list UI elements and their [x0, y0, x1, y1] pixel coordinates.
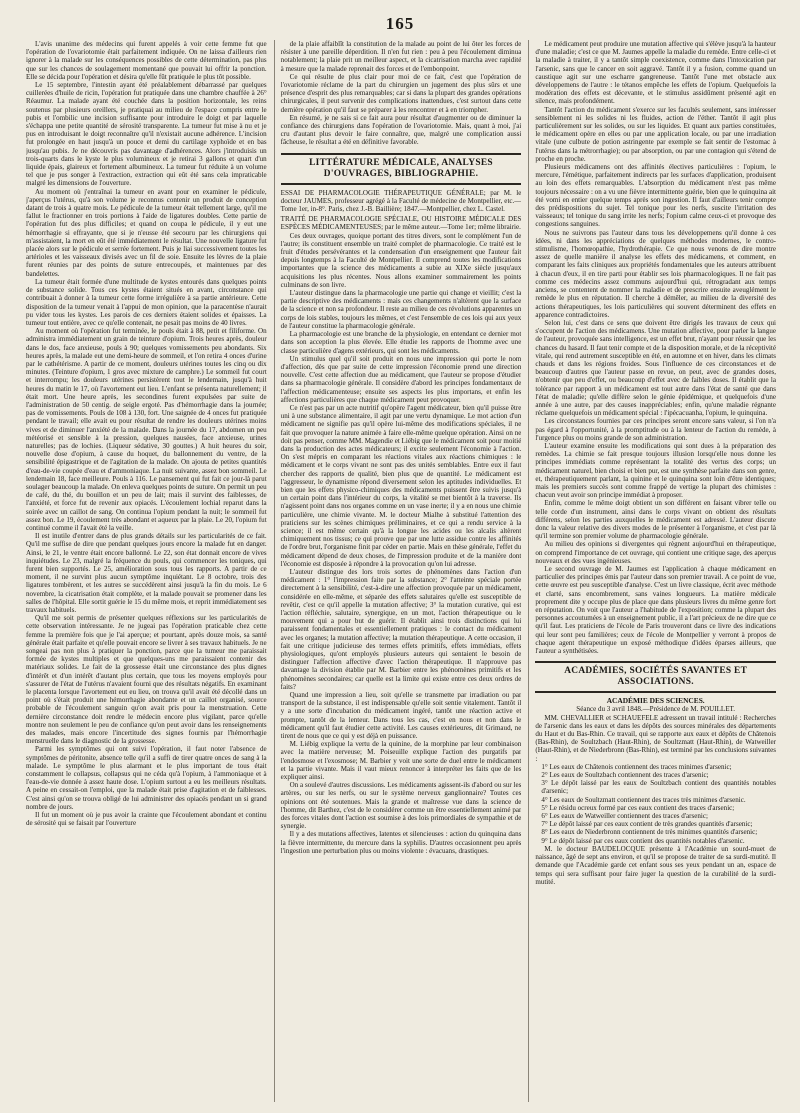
paragraph: On a soulevé d'autres discussions. Les médicaments agissent-ils d'abord ou sur les artères, ou sur les nerfs, ou sur le système nerveux ganglionnaire? Toutes ces opinions ont été soutenues. Mais la grande et maîtresse vue dans la science de l'homme, dit Barthez, c'est de le considérer comme un être essentiellement animé par des forces vitales dont l'action est soumise à des lois primordiales de sympathie et de synergie. [280, 781, 522, 831]
section-title-academies: ACADÉMIES, SOCIÉTÉS SAVANTES ET ASSOCIATIONS. [535, 661, 776, 693]
list-item: 1° Les eaux de Châtenois contiennent des traces minimes d'arsenic; [541, 762, 732, 771]
paragraph: Au moment où j'entraînai la tumeur en avant pour en examiner le pédicule, j'aperçus l'utérus, qu'à son volume je reconnus contenir un produit de conception datant de trois à quatre mois. Le pédicule de la tumeur était tellement large, qu'il me fallut le fractionner en trois portions à l'aide de ligatures doubles. Cette partie de l'opération fut des plus difficiles; et quand on coupa le pédicule, il y eut une hémorrhagie si effrayante, que si je n'eusse été secouru par les chirurgiens qui m'assistaient, la mort en eût été immédiatement le résultat. Une nouvelle ligature fut placée alors sur le pédicule et serrée fortement. Puis je liai successivement toutes les artérioles et les vaisseaux divisés avec un fil de soie. Ensuite les lèvres de la plaie furent réunies par des points de suture entrecoupés, et maintenues par des bandelettes. [26, 187, 267, 278]
list-item: 4° Les eaux de Soultzmatt contiennent des traces très minimes d'arsenic. [541, 795, 746, 804]
closing-paragraph: M. le docteur BAUDELOCQUE présente à l'Académie un sourd-muet de naissance, âgé de sept ans environ, et qu'il se propose de traiter de sa surdi-mutité. Il demande que l'Académie garde cet enfant sous ses yeux pendant un an, espace de temps qui sera suffisant pour faire juger la question de la curabilité de la surdi-mutité. [535, 844, 777, 886]
paragraph: Qu'il me soit permis de présenter quelques réflexions sur les particularités de cette observation intéressante. Je ne jugeai pas l'opération praticable chez cette femme la première fois que je l'ai aperçue; et pourtant, après douze mois, sa santé générale était parfaite et qu'elle pouvait encore se livrer à ses travaux habituels. Je ne songeai pas non plus à pratiquer la ponction, parce que la tumeur me paraissait formée de kystes multiples et que quelques-uns me paraissaient contenir des matériaux solides. Le fait de la grossesse était une circonstance des plus dignes d'intérêt et d'un intérêt d'autant plus certain, que tous les moyens employés pour s'assurer de l'état de l'utérus n'avaient fourni que des résultats négatifs. En examinant le placenta lorsque l'avortement eut eu lieu, on trouva qu'il avait été décollé dans un point où s'était produit une hémorrhagie abondante et un caillot organisé, source probable de l'écoulement sanguin qu'on avait pris pour la menstruation. Cette dernière circonstance doit rendre le médecin encore plus vigilant, parce qu'elle montre non seulement le peu de confiance qu'on peut avoir dans les renseignements des malades, mais encore l'incertitude des signes fournis par l'hémorrhagie menstruelle dans le diagnostic de la grossesse. [26, 614, 267, 746]
case-report-conclusion [281, 40, 522, 147]
paragraph: Le 15 septembre, l'intestin ayant été préalablement débarrassé par quelques cuillerées d'huile de ricin, l'opération fut pratiquée dans une chambre chauffée à 26° Réaumur. La malade ayant été couchée dans la position horizontale, les reins soutenus par plusieurs oreillers, je pratiquai au milieu de l'espace compris entre le pubis et l'ombilic une incision suffisante pour introduire le doigt et par laquelle s'échappa une petite quantité de sérosité transparente. La tumeur fut mise à nu et je pus en introduisant le doigt reconnaître qu'il n'existait aucune adhérence. L'incision fut prolongée en haut jusqu'à un pouce et demi du cartilage xyphoïde et en bas jusqu'au pubis. Je ne découvris pas davantage d'adhérences. Alors j'introduisis un trois-quarts dans le kyste le plus volumineux et je retirai 3 gallons et quart d'un liquide épais, glaireux et fortement albumineux. La tumeur fut réduite à un volume tel que je pus songer à l'extraction, extraction qui eût été sans cela impraticable malgré les dimensions de l'ouverture. [26, 81, 267, 188]
section-title-literature: LITTÉRATURE MÉDICALE, ANALYSES D'OUVRAGES, BIBLIOGRAPHIE. [281, 153, 522, 185]
paragraph: L'auteur distingue dans la pharmacologie une partie qui change et vieillit; c'est la partie descriptive des médicaments : mais ces changements n'altèrent que la surface de la science et non sa profondeur. Il reste au milieu de ces révolutions apparentes un corps de lois stables, toujours les mêmes, et c'est l'ensemble de ces lois qui aux yeux de l'auteur constitue la pharmacologie générale. [280, 289, 522, 330]
paragraph: Ce n'est pas par un acte nutritif qu'opère l'agent médicateur, bien qu'il puisse être uni à une substance alimentaire, il agit par une vertu dynamique. Le mot action d'un médicament ne signifie pas qu'il opère lui-même des modifications spéciales, il ne fait que provoquer la nature animée à faire elle-même quelque opération. Ainsi on ne doit pas penser, comme MM. Magendie et Liébig que le médicament soit pour moitié dans la production des actes médicateurs; il excite seulement l'économie à l'action. On s'est mépris en comparant les réactions vitales aux réactions chimiques : le médicament et le corps vivant ne sont pas des unités semblables. Entre eux il faut chercher des rapports de qualité, bien plus que de quantité. Le médicament est l'aggresseur, le dynamisme répond diversement selon les aptitudes individuelles. Et bien que les effets physico-chimiques des médicaments puissent être suivis jusqu'à un certain point dans l'intérieur du corps, la vitalité se met bientôt à la traverse. Ils n'agissent point dans nos organes comme en un vase inerte; il y a en nous une chimie particulière, une chimie vivante. M. le docteur Mialhe à substitué l'attention des praticiens sur les scènes chimiques préliminaires, et ce qui a rendu service à la science; il est même certain qu'à la longue les acides ou les alcalis altèrent chimiquement nos tissus; ce qui prouve que par une lutte assidue contre les affinités de l'ordre brut, l'organisme finit par céder en partie. Mais en thèse générale, l'effet du médicament dépend de deux choses, de l'impression produite et de la manière dont l'économie est disposée à répondre à la provocation qu'on lui adresse. [280, 403, 522, 568]
list-item: 9° Le dépôt laissé par ces eaux contient des quantités notables d'arsenic. [541, 836, 745, 845]
column-2 [274, 40, 522, 1102]
paragraph: MM. CHEVALLIER et SCHAUEFELE adressent un travail intitulé : Recherches de l'arsenic dans les eaux et dans les dépôts des sources minérales des départements du Haut et du Bas-Rhin. Ce travail, qui se rapporte aux eaux et dépôts de Châtenois (Bas-Rhin), de Soultzbach (Haut-Rhin), de Soultzmatt (Haut-Rhin), de Watweiller (Haut-Rhin), et de Niederbronn (Bas-Rhin), est terminé par les conclusions suivantes : [535, 713, 777, 763]
paragraph: L'auteur examine ensuite les modifications qui sont dues à la préparation des remèdes. La chimie se fait presque toujours illusion lorsqu'elle nous donne les principes immédiats comme représentant la totalité des vertus des corps; un médicament naturel, bien choisi et bien pur, est une synthèse parfaite dans son genre, et, thérapeutiquement parlant, la quinine et le quinquina sont loin d'être identiques; mais les premiers succès sont comme frappé de vertige la plupart des chimistes : chacun veut avoir son principe immédiat à proposer. [535, 441, 777, 500]
session-line: Séance du 3 avril 1848.—Présidence de M. POUILLET. [576, 705, 736, 714]
paragraph: Il est inutile d'entrer dans de plus grands détails sur les particularités de ce fait. Qu'il me suffise de dire que pendant quelques jours encore la malade fut en danger. Ainsi, le 21, le ventre était encore ballonné. Le 22, son état donnait encore de vives inquiétudes. Le 23, malgré la fréquence du pouls, qui commencer les toniques, qui furent bien supportés. Le 25, amélioration sous tous les rapports. A partir de ce moment, il ne survint plus aucun symptôme inquiétant. Le 8 octobre, trois des ligatures tombèrent, et les autres se succédèrent ainsi jusqu'à la fin du mois. Le 6 novembre, la cicatrisation était complète, et la malade pouvait se promener dans les salles de l'hôpital. Elle sortit guérie le 15 du même mois, et reprit immédiatement ses travaux habituels. [26, 532, 267, 615]
columns [26, 40, 776, 1102]
paragraph: Il fut un moment où je pus avoir la crainte que l'écoulement abondant et continu de sérosité qui se faisait par l'ouverture [26, 811, 267, 828]
paragraph: Quand une impression a lieu, soit qu'elle se transmette par irradiation ou par transport de la substance, il est indispensable qu'elle soit sentie vitalement. Tantôt il y a une sorte d'incubation du médicament ingéré, tantôt une réaction active et prompte, tantôt de la lenteur. Dans tous les cas, c'est en nous et non dans le médicament qu'il faut étudier cette activité. Les causes extérieures, dit Grimaud, ne tirent de nous que ce qui y est déjà en puissance. [280, 691, 522, 741]
reviewed-works [281, 189, 522, 232]
paragraph: Tantôt l'action du médicament s'exerce sur les facultés seulement, sans intéresser sensiblement ni les solides ni les fluides, action de l'éther. Tantôt il agit plus particulièrement sur les solides, ou sur les liquides. Et quant aux parties constituées, le médicament opère en elles ou par une application locale, ou par une irradiation vitale (une culbute de potion astringente par exemple se fait sentir de l'estomac à l'utérus dans la métrorrhagie); ou par absorption, ou par une contagion qui s'étend de proche en proche. [535, 105, 777, 163]
paragraph: L'avis unanime des médecins qui furent appelés à voir cette femme fut que l'opération de l'ovariotomie était parfaitement indiquée. On ne laissa d'ailleurs rien ignorer à la malade sur les conséquences possibles de cette détermination, pas plus que sur les chances de soulagement momentané que pouvait lui offrir la ponction. Elle se décida pour l'opération et désira qu'elle fût pratiquée le plus tôt possible. [26, 40, 267, 81]
paragraph: M. Liébig explique la vertu de la quinine, de la morphine par leur combinaison avec la matière nerveuse; M. Poiseuille explique l'action des purgatifs par l'endosmose et l'exosmose; M. Barbier y voit une sorte de duel entre le médicament et la partie vivante. Mais il vaut mieux renoncer à interpréter les faits que de les expliquer ainsi. [280, 740, 522, 782]
column-1 [26, 40, 267, 1102]
list-item: 5° Le résidu ocreux formé par ces eaux contient des traces d'arsenic; [541, 803, 735, 812]
paragraph: Un stimulus quel qu'il soit produit en nous une impression qui porte le nom d'affection, dès que par suite de cette impression l'économie prend une direction nouvelle. C'est cette affection due au médicament, que l'auteur se propose d'étudier dans sa pharmacologie générale. Il considère d'abord les principes fondamentaux de l'affection médicamenteuse; ensuite ses aspects les plus importans, et enfin les affections particulières que chaque médicament peut provoquer. [280, 354, 522, 404]
page-number: 165 [385, 14, 415, 33]
paragraph: de la plaie affaiblît la constitution de la malade au point de lui ôter les forces de résister à une pareille déperdition. Il n'en fut rien : peu à peu l'écoulement diminua notablement; la plaie prit un meilleur aspect, et la cicatrisation marcha avec rapidité à mesure que la malade reprenait des forces et de l'embonpoint. [280, 40, 522, 73]
paragraph: Les circonstances fournies par ces principes seront encore sans valeur, si l'on n'a pas égard à l'opportunité, à la promptitude ou à la lenteur de l'action du remède, à l'urgence plus ou moins grande de son administration. [535, 417, 777, 442]
paragraph: Nous ne suivrons pas l'auteur dans tous les développemens qu'il donne à ces idées, ni dans les appréciations de quelques méthodes modernes, le contro-stimulisme, l'homœopathie, l'hydrothérapie. Ce que nous venons de dire montre assez de quelle manière il analyse les effets des médicamens, et comment, en comparant les faits cliniques aux propriétés fondamentales que les auteurs attribuent à chacun d'eux, il en tire parti pour établir ses lois pharmacologiques. Il ne fait pas comme ces médecins assez communs aujourd'hui qui, rétrogradant aux temps anciens, se contentent de nommer la maladie et de prescrire ensuite aveuglément le remède le plus en réputation. Il cherche à démêler, au milieu de la diversité des actions thérapeutiques, les lois particulières qui souvent déterminent des effets en apparence contradictoires. [535, 228, 777, 319]
paragraph: La tumeur était formée d'une multitude de kystes entourés dans quelques points de substance solide. Tous ces kystes étaient situés en avant, circonstance qui contribuait à donner à la tumeur cette forme irrégulière à sa partie antérieure. Cette disposition de la tumeur venait à l'appui de mon opinion, que la paracentèse n'aurait pu vider tous les kystes. Les parois de ces derniers étaient solides et épaisses. La tumeur tout entière, avec ce qu'elle contenait, ne pesait pas moins de 40 livres. [26, 277, 267, 327]
academy-report [535, 714, 776, 763]
academy-title: ACADÉMIE DES SCIENCES. [606, 696, 705, 706]
paragraph: Parmi les symptômes qui ont suivi l'opération, il faut noter l'absence de symptômes de péritonite, absence telle qu'il a suffi de tirer quatre onces de sang à la malade. Le symptôme le plus alarmant et le plus important de tous était constamment le collapsus, collapsus qui ne céda qu'à l'opium, à l'ammoniaque et à l'eau-de-vie donnée à assez haute dose. L'opium surtout a eu les meilleurs résultats. A peine en cessait-on l'emploi, que la malade était prise d'agitation et de faiblesses. C'est ainsi qu'on se trouva obligé de lui administrer des opiacés pendant un si grand nombre de jours. [26, 745, 267, 811]
paragraph: Ce qui résulte de plus clair pour moi de ce fait, c'est que l'opération de l'ovariotomie réclame de la part du chirurgien un jugement des plus sûrs et une présence d'esprit des plus remarquables; car si dans la plupart des grandes opérations chirurgicales, il peut survenir des complications inattendues, c'est surtout dans cette dernière opération qu'il faut se préparer à les rencontrer et à en triompher. [280, 72, 522, 114]
review-body [281, 232, 522, 855]
review-heading: ESSAI DE PHARMACOLOGIE THÉRAPEUTIQUE GÉNÉRALE; par M. le docteur JAUMES, professeur agrégé à la Faculté de médecine de Montpellier, etc.—Tome 1er, in-8°. Paris, chez J.-B. Baillière; 1847.—Montpellier, chez L. Castel. [280, 188, 522, 214]
review-heading: TRAITÉ DE PHARMACOLOGIE SPÉCIALE, OU HISTOIRE MÉDICALE DES ESPÈCES MÉDICAMENTEUSES; par le même auteur.—Tome 1er; même librairie. [280, 215, 522, 232]
list-item: 2° Les eaux de Soultzbach contiennent des traces d'arsenic; [541, 771, 709, 780]
list-item: 6° Les eaux de Watweiller contiennent des traces d'arsenic; [541, 812, 708, 821]
paragraph: Plusieurs médicamens ont des affinités électives particulières : l'opium, le mercure, l'émétique, parfaitement indirects par les surfaces d'application, produisent au loin des effets remarquables. L'absorption du médicament n'est pas même toujours nécessaire : on a vu une fièvre intermittente guérie, bien que le quinquina ait été vomi en entier quelque temps après son ingestion. Il faut d'ailleurs tenir compte des prédispositions du sujet. Tel tonique pour les nerfs, suscite l'irritation des vaisseaux; tel tonique du sang irrite les nerfs; l'opium calme ceux-ci et provoque des congestions sanguines. [535, 163, 777, 229]
paragraph: Le second ouvrage de M. Jaumes est l'application à chaque médicament en particulier des principes émis par l'auteur dans son premier travail. A ce point de vue, cette œuvre est peu susceptible d'analyse. C'est un livre classique, écrit avec méthode et clarté, sans encombrement, sans vaines longueurs. La matière médicale proprement dite y occupe plus de place que dans plusieurs livres du même genre fort en réputation. On voit que l'auteur a l'habitude de l'exposition; comme la plupart des personnes accoutumées à un enseignement public, il a l'art précieux de ne dire que ce qu'il faut. Les praticiens de l'école de Paris trouveront dans ce livre des indications qui leur sont peu familières; ceux de l'école de Montpellier y verront à propos de chaque agent thérapeutique un exposé méthodique d'idées éparses ailleurs, que l'auteur a synthétisées. [535, 565, 777, 656]
paragraph: Ces deux ouvrages, quoique portant des titres divers, sont le complément l'un de l'autre; ils constituent ensemble un traité complet de pharmacologie. Ce traité est le fruit d'études persévérantes et la condensation d'un enseignement que l'auteur fait depuis longtemps à la Faculté de Montpellier. Il comprend toutes les modifications importantes que la science des médicaments a subie au XIXe siècle jusqu'aux acquisitions les plus récentes. Nous allons examiner sommairement les points culminans de son livre. [280, 231, 522, 289]
paragraph: Au moment où l'opération fut terminée, le pouls était à 88, petit et filiforme. On administra immédiatement un grain de teinture d'opium. Trois heures après, douleur dans le dos, face anxieuse, pouls à 90; quelques vomissements peu abondants. Six heures après, la malade eut une demi-heure de sommeil, et l'on retira 4 onces d'urine par le cathétérisme. A partir de ce moment, douleurs utérines toutes les cinq ou dix minutes. (Teinture d'opium, 1 gros avec mixture de camphre.) Le sommeil fut court et interrompu; les douleurs utérines persistèrent tout le lendemain, jusqu'à huit heures du matin le 17, où l'avortement eut lieu. L'enfant se présenta naturellement; il était mort. Une heure après, les secondines furent expulsées par suite de l'administration de 50 centig. de seigle ergoté. Pas d'hémorrhagie dans la journée; pas de vomissements. Pouls de 108 à 130, fort. Une saignée de 4 onces fut pratiquée pendant le travail; elle avait eu pour résultat de rendre les douleurs utérines moins vives et de diminuer l'anxiété de la malade. Dans la journée du 17, abdomen un peu météorisé et sensible à la pression, quelques nausées, face anxieuse, urines naturelles; pas de lochies. (Liqueur sédative, 30 gouttes.) A huit heures du soir, nouvelle dose d'opium, à cause du hoquet, du ballonnement du ventre, de la sensibilité épigastrique et de l'agitation de la malade. On ajouta de petites quantités d'eau-de-vie coupée d'eau et d'ammoniaque. La nuit suivante, assez bon sommeil. Le lendemain 18, face meilleure. Pouls à 116. Le pansement qui fut fait ce jour-là parut soulager beaucoup la malade. On enleva quelques points de suture. On permit un peu de café, du thé, du bouillon et un peu de lait; mais il survint des faiblesses, de l'anxiété, et force fut de revenir aux opiacés. L'écoulement lochial reparut dans la soirée avec un caillot de sang. On continua l'opium pendant la nuit; le sommeil fut assez bon. Le 19, écoulement très abondant et aqueux par la plaie. Le 20, l'opium fut continué comme il l'avait été la veille. [26, 327, 267, 532]
paragraph: En résumé, je ne sais si ce fait aura pour résultat d'augmenter ou de diminuer la confiance des chirurgiens dans l'opération de l'ovariotomie. Mais, quant à moi, j'ai cru d'autant plus devoir le faire connaître, que, malgré une complication aussi fâcheuse, le résultat a été en définitive favorable. [280, 113, 522, 147]
paragraph: Au milieu des opinions si divergentes qui règnent aujourd'hui en thérapeutique, on comprend l'importance de cet ouvrage, qui contient une critique sage, des aperçus nouveaux et des vues ingénieuses. [535, 540, 777, 565]
review-continuation [535, 40, 776, 655]
list-item: 8° Les eaux de Niederbronn contiennent de très minimes quantités d'arsenic; [541, 828, 758, 837]
conclusions-list [535, 763, 776, 845]
paragraph: Enfin, comme le même doigt obtient un son différent en faisant vibrer telle ou telle corde d'un instrument, ainsi dans le corps vivant on obtient des résultats différens, selon les parties auxquelles le médicament est adressé. L'auteur discute donc la valeur relative des divers modes de le présenter à l'organisme, et c'est par là qu'il termine son premier volume de pharmacologie générale. [535, 499, 777, 541]
paragraph: L'auteur distingue des lors trois sortes de phénomènes dans l'action d'un médicament : 1° l'impression faite par la substance; 2° l'atteinte spéciale portée directement à la sensibilité, c'est-à-dire une affection provoquée par un médicament, considérée en elle-même, et séparée des effets salutaires qu'elle est susceptible de revêtir, c'est ce qu'il appelle la mutation affective; 3° la mutation curative, qui est l'action réfléchie, salutaire, synergique, en un mot, l'action thérapeutique ou le mouvement qui a pour but de guérir. Il établit ainsi trois distinctions qui lui paraissent fondamentales et essentiellement pratiques : le contact du médicament avec les organes; la mutation affective; la mutation thérapeutique. A cette occasion, il fait une critique judicieuse des termes effets primitifs, effets immédiats, effets physiologiques, qu'ont employés plusieurs auteurs qui sentaient le besoin de distinguer l'affection affective d'avec l'action thérapeutique. Il n'approuve pas davantage la division établie par M. Barbier entre les phénomènes primitifs et les phénomènes secondaires; car quelle est la limite qui existe entre ces deux ordres de faits? [280, 567, 522, 691]
paragraph: La pharmacologie est une branche de la physiologie, en entendant ce dernier mot dans son acception la plus élevée. Elle étudie les rapports de l'homme avec une classe particulière d'agens extérieurs, qui sont les médicaments. [280, 330, 522, 355]
list-item: 3° Le dépôt laissé par les eaux de Soultzbach contient des quantités notables d'arsenic; [541, 779, 777, 796]
paragraph: Selon lui, c'est dans ce sens que doivent être dirigés les travaux de ceux qui s'occupent de l'action des médicamens. Une mutation affective, pour parler la langue de l'auteur, provoquée sans intelligence, est un effet brut, n'ayant pour réussir que les chances du hasard. Il faut tenir compte et de la disposition morale, et de la réceptivité vitale, qui rend autrement susceptible en été, en automne et en hiver, dans les climats chauds et dans les régions froides. Sous l'influence de ces circonstances et de beaucoup d'autres que l'auteur passe en revue, on peut, avec de grandes doses, n'obtenir que peu d'effet, ou beaucoup d'effet avec de faibles doses. Il établit que la tolérance par rapport à un médicament est tout autre dans l'état de santé que dans l'état de maladie; qu'elle diffère selon le génie épidémique, et quelquefois d'une année à une autre, par des causes inappréciables; enfin, qu'une maladie régnante réclame quelquefois un médicament spécial : l'ipécacuanha, l'opium, le quinquina. [535, 318, 777, 418]
list-item: 7° Le dépôt laissé par ces eaux contient de très grandes quantités d'arsenic; [541, 820, 753, 829]
paragraph: Il y a des mutations affectives, latentes et silencieuses : action du quinquina dans la fièvre intermittente, du mercure dans la syphilis. D'autres occasionnent peu après l'ingestion une perturbation plus ou moins violente : évacuans, drastiques. [280, 830, 522, 855]
column-3 [528, 40, 776, 1102]
paragraph: Le médicament peut produire une mutation affective qui s'élève jusqu'à la hauteur d'une maladie; c'est ce que M. Jaumes appelle la maladie du remède. Entre celle-ci et la maladie à traiter, il y a tantôt simple coexistence, comme dans l'intoxication par l'arsenic, sans que le cancer en soit aggravé. Tantôt il y a fusion, comme quand un caustique agit sur une escharre gangreneuse. Tantôt l'une met obstacle aux développemens de l'autre : le tétanos empêche les effets de l'opium. Quelquefois la modération des effets est décevante, et le stimulus assidûment présenté agit en silence, mais profondément. [535, 40, 777, 106]
